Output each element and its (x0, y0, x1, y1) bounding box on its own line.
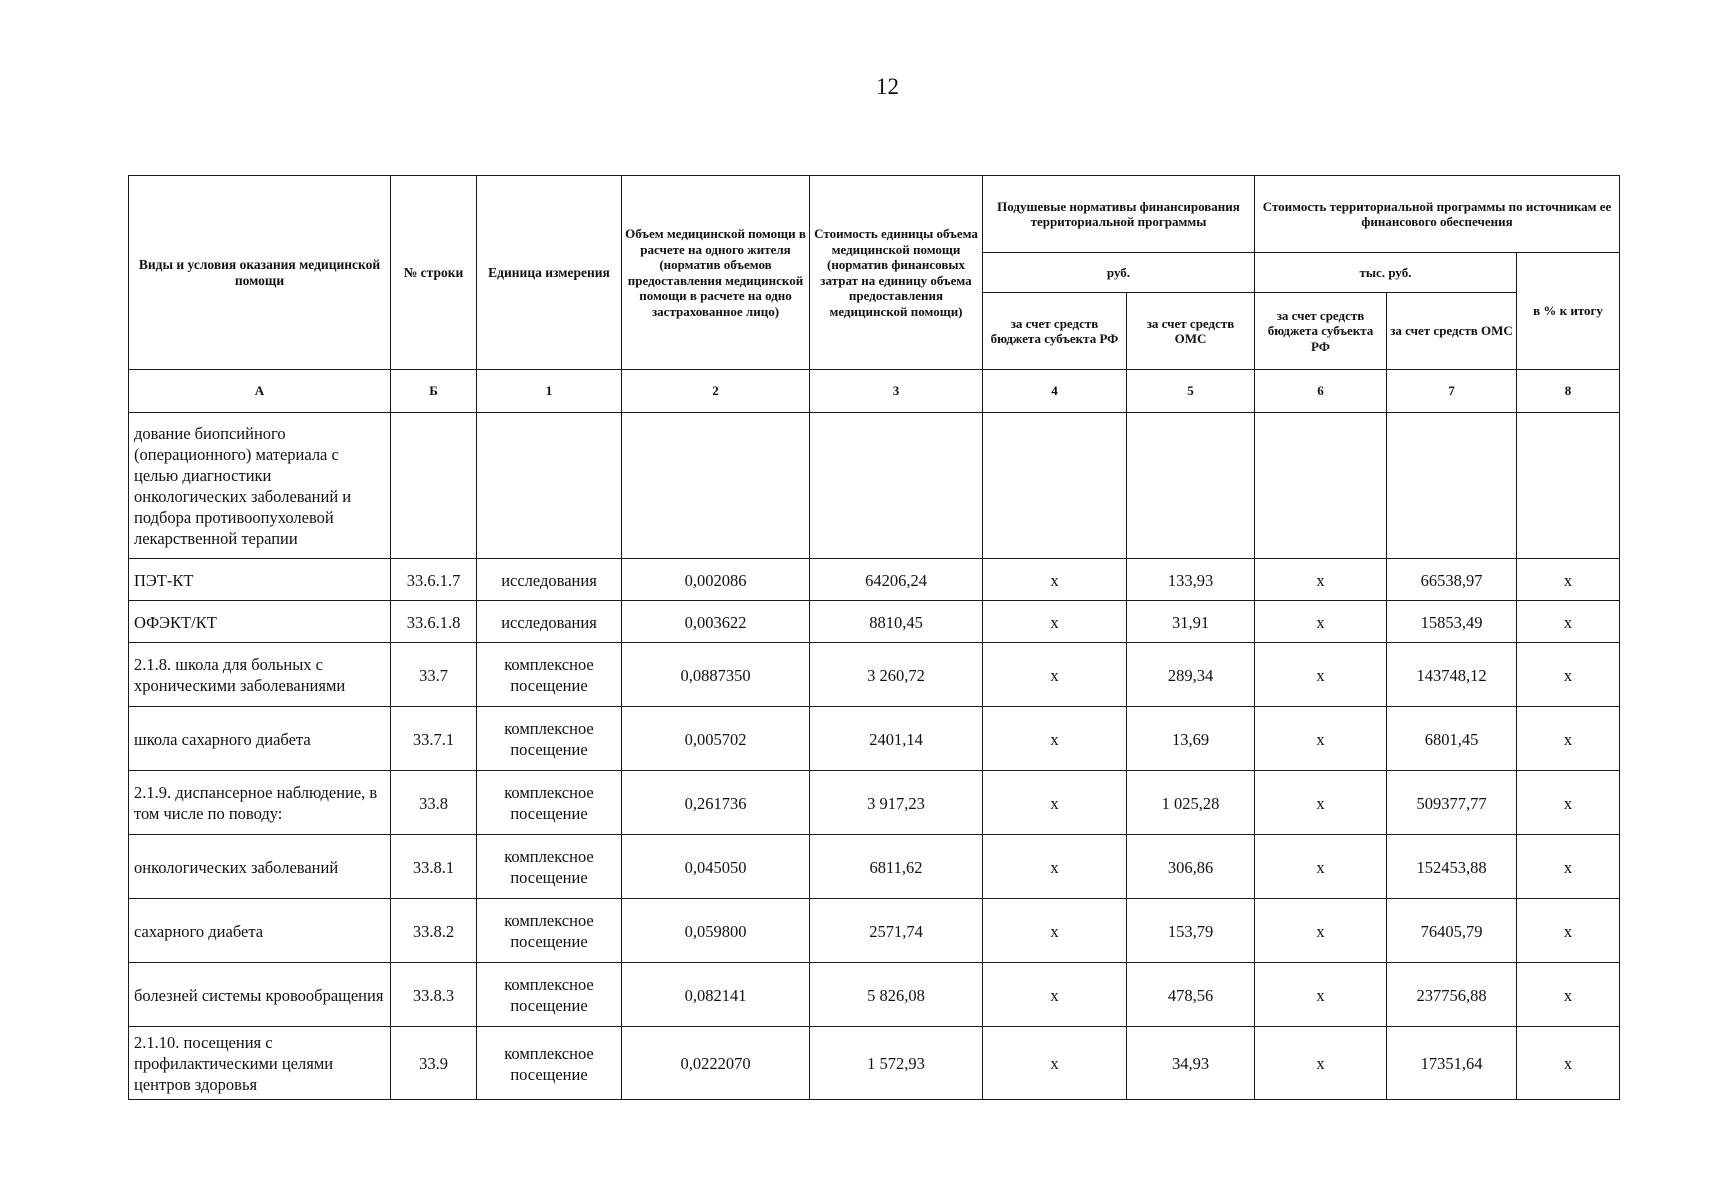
row-volume (622, 413, 810, 559)
column-letter: Б (391, 370, 477, 413)
row-regional-budget-norm: х (983, 707, 1127, 771)
row-unit-cost: 64206,24 (810, 559, 983, 601)
row-name: 2.1.10. посещения с профилактическими целями центров здоровья (129, 1027, 391, 1100)
row-oms-cost: 237756,88 (1387, 963, 1517, 1027)
row-regional-budget-cost: х (1255, 601, 1387, 643)
header-service-type: Виды и условия оказания медицинской помощи (129, 176, 391, 370)
row-regional-budget-norm (983, 413, 1127, 559)
table-row (129, 835, 1620, 899)
row-regional-budget-cost: х (1255, 899, 1387, 963)
table-row (129, 413, 1620, 559)
header-unit: Единица измерения (477, 176, 622, 370)
table-body (129, 413, 1620, 1100)
row-name: ОФЭКТ/КТ (129, 601, 391, 643)
row-oms-cost: 17351,64 (1387, 1027, 1517, 1100)
table-row (129, 559, 1620, 601)
row-name: онкологических заболеваний (129, 835, 391, 899)
row-name: дование биопсийного (операционного) материала с целью диагностики онкологических заболеваний и подбора противоопухолевой лекарственной терапии (129, 413, 391, 559)
header-line-number: № строки (391, 176, 477, 370)
row-name: сахарного диабета (129, 899, 391, 963)
row-unit: комплексное посещение (477, 771, 622, 835)
row-percent-total: х (1517, 771, 1620, 835)
column-letter: 3 (810, 370, 983, 413)
column-letter: 5 (1127, 370, 1255, 413)
row-regional-budget-cost: х (1255, 835, 1387, 899)
row-oms-norm: 478,56 (1127, 963, 1255, 1027)
row-unit-cost: 5 826,08 (810, 963, 983, 1027)
row-oms-cost: 152453,88 (1387, 835, 1517, 899)
row-oms-cost: 76405,79 (1387, 899, 1517, 963)
column-letter: 6 (1255, 370, 1387, 413)
row-unit: исследования (477, 601, 622, 643)
header-regional-budget-cost: за счет средств бюджета субъекта РФ (1255, 293, 1387, 370)
row-unit: комплексное посещение (477, 899, 622, 963)
header-percent-total: в % к итогу (1517, 253, 1620, 370)
row-unit-cost: 3 917,23 (810, 771, 983, 835)
table-row (129, 771, 1620, 835)
row-regional-budget-cost: х (1255, 559, 1387, 601)
row-name: ПЭТ-КТ (129, 559, 391, 601)
row-unit-cost: 1 572,93 (810, 1027, 983, 1100)
row-unit: комплексное посещение (477, 707, 622, 771)
row-line-number: 33.8 (391, 771, 477, 835)
column-letter: 2 (622, 370, 810, 413)
table-row (129, 1027, 1620, 1100)
row-unit: комплексное посещение (477, 1027, 622, 1100)
table-row (129, 601, 1620, 643)
header-volume: Объем медицинской помощи в расчете на одного жителя (норматив объемов предоставления медицинской помощи в расчете на одно застрахованное лицо) (622, 176, 810, 370)
header-regional-budget-norm: за счет средств бюджета субъекта РФ (983, 293, 1127, 370)
row-oms-norm: 1 025,28 (1127, 771, 1255, 835)
row-oms-norm: 31,91 (1127, 601, 1255, 643)
row-line-number: 33.7 (391, 643, 477, 707)
table-row (129, 643, 1620, 707)
header-oms-norm: за счет средств ОМС (1127, 293, 1255, 370)
row-regional-budget-norm: х (983, 963, 1127, 1027)
row-unit: комплексное посещение (477, 963, 622, 1027)
row-name: 2.1.9. диспансерное наблюдение, в том числе по поводу: (129, 771, 391, 835)
header-unit-rub: руб. (983, 253, 1255, 293)
row-regional-budget-cost (1255, 413, 1387, 559)
row-unit: комплексное посещение (477, 643, 622, 707)
row-unit-cost: 2571,74 (810, 899, 983, 963)
row-oms-cost: 143748,12 (1387, 643, 1517, 707)
header-program-cost-group: Стоимость территориальной программы по источникам ее финансового обеспечения (1255, 176, 1620, 253)
row-regional-budget-cost: х (1255, 771, 1387, 835)
row-line-number: 33.7.1 (391, 707, 477, 771)
row-percent-total: х (1517, 601, 1620, 643)
column-letter: 1 (477, 370, 622, 413)
row-percent-total: х (1517, 835, 1620, 899)
row-oms-cost: 509377,77 (1387, 771, 1517, 835)
row-line-number: 33.6.1.8 (391, 601, 477, 643)
row-line-number: 33.8.1 (391, 835, 477, 899)
header-oms-cost: за счет средств ОМС (1387, 293, 1517, 370)
row-unit: комплексное посещение (477, 835, 622, 899)
table-row (129, 707, 1620, 771)
row-oms-cost: 66538,97 (1387, 559, 1517, 601)
row-regional-budget-norm: х (983, 771, 1127, 835)
table-row (129, 899, 1620, 963)
row-volume: 0,261736 (622, 771, 810, 835)
row-oms-cost: 15853,49 (1387, 601, 1517, 643)
row-unit-cost: 6811,62 (810, 835, 983, 899)
row-volume: 0,005702 (622, 707, 810, 771)
row-percent-total: х (1517, 963, 1620, 1027)
row-percent-total (1517, 413, 1620, 559)
row-oms-norm: 289,34 (1127, 643, 1255, 707)
row-unit (477, 413, 622, 559)
row-volume: 0,002086 (622, 559, 810, 601)
row-regional-budget-cost: х (1255, 643, 1387, 707)
row-volume: 0,059800 (622, 899, 810, 963)
row-volume: 0,003622 (622, 601, 810, 643)
header-unit-cost: Стоимость единицы объема медицинской помощи (норматив финансовых затрат на единицу объема предоставления медицинской помощи) (810, 176, 983, 370)
row-unit-cost: 2401,14 (810, 707, 983, 771)
row-name: школа сахарного диабета (129, 707, 391, 771)
table-row (129, 963, 1620, 1027)
row-oms-norm (1127, 413, 1255, 559)
header-unit-thousand-rub: тыс. руб. (1255, 253, 1517, 293)
row-volume: 0,0222070 (622, 1027, 810, 1100)
row-line-number (391, 413, 477, 559)
column-letter: 8 (1517, 370, 1620, 413)
row-regional-budget-norm: х (983, 835, 1127, 899)
row-name: болезней системы кровообращения (129, 963, 391, 1027)
row-unit-cost: 3 260,72 (810, 643, 983, 707)
row-percent-total: х (1517, 899, 1620, 963)
row-oms-norm: 34,93 (1127, 1027, 1255, 1100)
row-regional-budget-norm: х (983, 643, 1127, 707)
row-oms-norm: 13,69 (1127, 707, 1255, 771)
column-letter: 7 (1387, 370, 1517, 413)
row-line-number: 33.8.3 (391, 963, 477, 1027)
row-unit-cost: 8810,45 (810, 601, 983, 643)
row-unit: исследования (477, 559, 622, 601)
financing-table (128, 175, 1620, 1100)
row-regional-budget-norm: х (983, 899, 1127, 963)
row-percent-total: х (1517, 643, 1620, 707)
page-number: 12 (876, 74, 899, 99)
row-oms-cost (1387, 413, 1517, 559)
column-letter: 4 (983, 370, 1127, 413)
row-unit-cost (810, 413, 983, 559)
column-letter: А (129, 370, 391, 413)
row-volume: 0,082141 (622, 963, 810, 1027)
row-name: 2.1.8. школа для больных с хроническими заболеваниями (129, 643, 391, 707)
header-per-capita-group: Подушевые нормативы финансирования территориальной программы (983, 176, 1255, 253)
row-percent-total: х (1517, 707, 1620, 771)
row-volume: 0,0887350 (622, 643, 810, 707)
row-regional-budget-norm: х (983, 601, 1127, 643)
row-regional-budget-norm: х (983, 1027, 1127, 1100)
row-oms-norm: 133,93 (1127, 559, 1255, 601)
row-oms-norm: 153,79 (1127, 899, 1255, 963)
row-line-number: 33.9 (391, 1027, 477, 1100)
row-regional-budget-cost: х (1255, 963, 1387, 1027)
row-percent-total: х (1517, 1027, 1620, 1100)
row-percent-total: х (1517, 559, 1620, 601)
row-volume: 0,045050 (622, 835, 810, 899)
row-oms-cost: 6801,45 (1387, 707, 1517, 771)
row-regional-budget-cost: х (1255, 707, 1387, 771)
row-regional-budget-cost: х (1255, 1027, 1387, 1100)
row-line-number: 33.8.2 (391, 899, 477, 963)
row-line-number: 33.6.1.7 (391, 559, 477, 601)
row-oms-norm: 306,86 (1127, 835, 1255, 899)
row-regional-budget-norm: х (983, 559, 1127, 601)
